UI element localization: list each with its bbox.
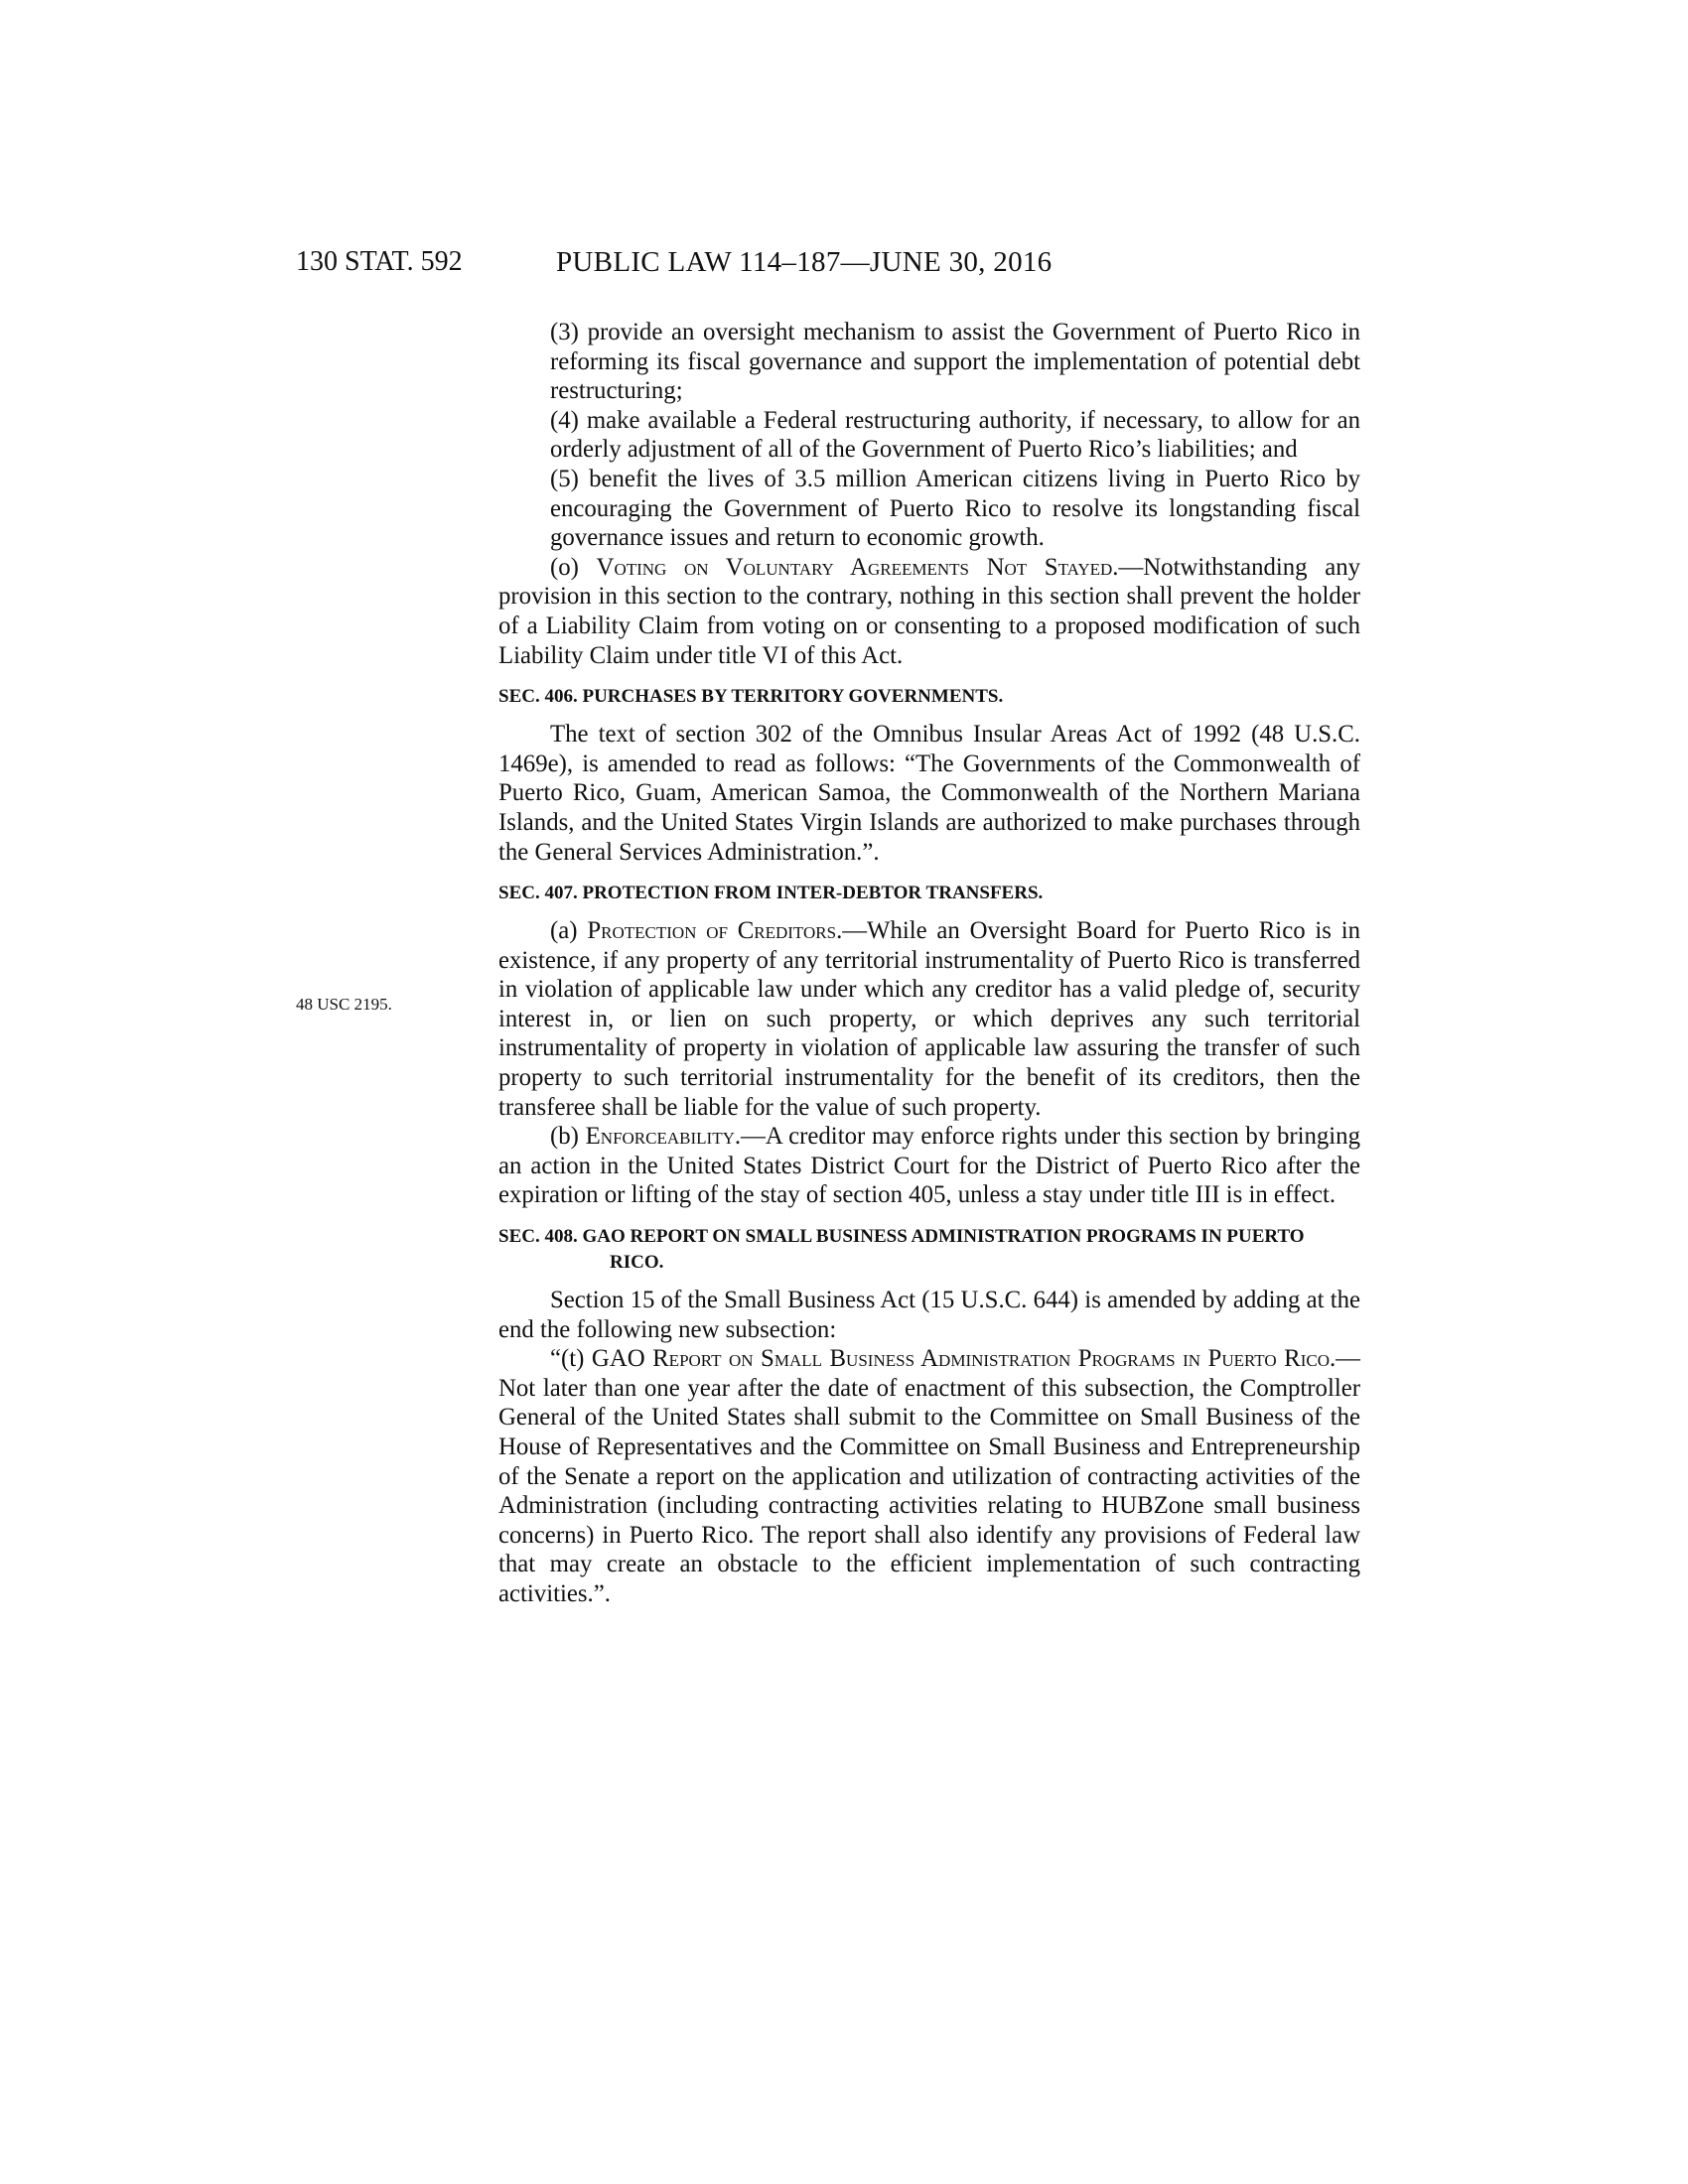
subsection-o-caption: Voting on Voluntary Agreements Not Stayed [596, 553, 1113, 581]
paragraph-4-text: (4) make available a Federal restructuring authority, if necessary, to allow for an orderly adjustment of all of the Government of Puerto Rico’s liabilities; and [550, 406, 1360, 464]
paragraph-3-text: (3) provide an oversight mechanism to assist the Government of Puerto Rico in reforming its fiscal governance and support the implementation of potential debt restructuring; [550, 319, 1360, 405]
subsection-t-text: .—Not later than one year after the date of enactment of this subsection, the Comptroller General of the United States shall submit to the Committee on Small Business of the House of Representatives and the Committee on Small Business and Entrepreneurship of the Senate a report on the application and utilization of contracting activities of the Administration (including contracting activities relating to HUBZone small business concerns) in Puerto Rico. The report shall also identify any provisions of Federal law that may create an obstacle to the efficient implementation of such contracting activities.”. [498, 1345, 1360, 1607]
section-406-heading: SEC. 406. PURCHASES BY TERRITORY GOVERNMENTS. [498, 686, 1004, 708]
subsection-b-caption: Enforceability [585, 1123, 735, 1151]
subsection-b [498, 1122, 1360, 1210]
subsection-o [498, 553, 1360, 670]
subsection-a-label: (a) [550, 917, 588, 945]
section-406-text: The text of section 302 of the Omnibus Insular Areas Act of 1992 (48 U.S.C. 1469e), is amended to read as follows: “The Governments of the Commonwealth of Puerto Rico, Guam, American Samoa, the Commonwealth of the Northern Mariana Islands, and the United States Virgin Islands are authorized to make purchases through the General Services Administration.”. [498, 721, 1360, 866]
subsection-t-caption: GAO Report on Small Business Administration Programs in Puerto Rico [591, 1345, 1330, 1373]
paragraph-5-text: (5) benefit the lives of 3.5 million American citizens living in Puerto Rico by encouraging the Government of Puerto Rico to resolve its longstanding fiscal governance issues and return to economic growth. [550, 465, 1360, 552]
public-law-title: PUBLIC LAW 114–187—JUNE 30, 2016 [556, 246, 1053, 278]
subsection-a-caption: Protection of Creditors [587, 917, 837, 945]
section-408-heading: SEC. 408. GAO REPORT ON SMALL BUSINESS ADMINISTRATION PROGRAMS IN PUERTO RICO. [498, 1226, 1305, 1274]
subsection-t-label: “(t) [550, 1345, 592, 1373]
subsection-a [498, 916, 1360, 1122]
paragraph-5 [498, 465, 1360, 553]
section-408-intro: Section 15 of the Small Business Act (15 U.S.C. 644) is amended by adding at the end the following new subsection: [498, 1287, 1360, 1343]
subsection-b-label: (b) [550, 1123, 586, 1151]
subsection-b-text: .—A creditor may enforce rights under this section by bringing an action in the United States District Court for the District of Puerto Rico after the expiration or lifting of the stay of section 405, unless a stay under title III is in effect. [498, 1123, 1360, 1209]
subsection-o-label: (o) [550, 553, 597, 581]
document-body [498, 318, 1360, 1609]
subsection-o-text: .—Notwithstanding any provision in this section to the contrary, nothing in this section shall prevent the holder of a Liability Claim from voting on or consenting to a proposed modification of such Liability Claim under title VI of this Act. [498, 553, 1361, 669]
page-header [0, 246, 1688, 286]
margin-note-usc: 48 USC 2195. [296, 995, 392, 1014]
subsection-t [498, 1344, 1360, 1608]
subsection-a-text: .—While an Oversight Board for Puerto Rico is in existence, if any property of any territorial instrumentality of Puerto Rico is transferred in violation of applicable law under which any creditor has a valid pledge of, security interest in, or lien on such property, or which deprives any such territorial instrumentality of property in violation of applicable law assuring the transfer of such property to such territorial instrumentality for the benefit of its creditors, then the transferee shall be liable for the value of such property. [498, 917, 1360, 1121]
statute-page-number: 130 STAT. 592 [296, 246, 463, 277]
paragraph-4 [498, 406, 1360, 465]
section-407-heading: SEC. 407. PROTECTION FROM INTER-DEBTOR TRANSFERS. [498, 883, 1044, 904]
paragraph-3 [498, 318, 1360, 406]
